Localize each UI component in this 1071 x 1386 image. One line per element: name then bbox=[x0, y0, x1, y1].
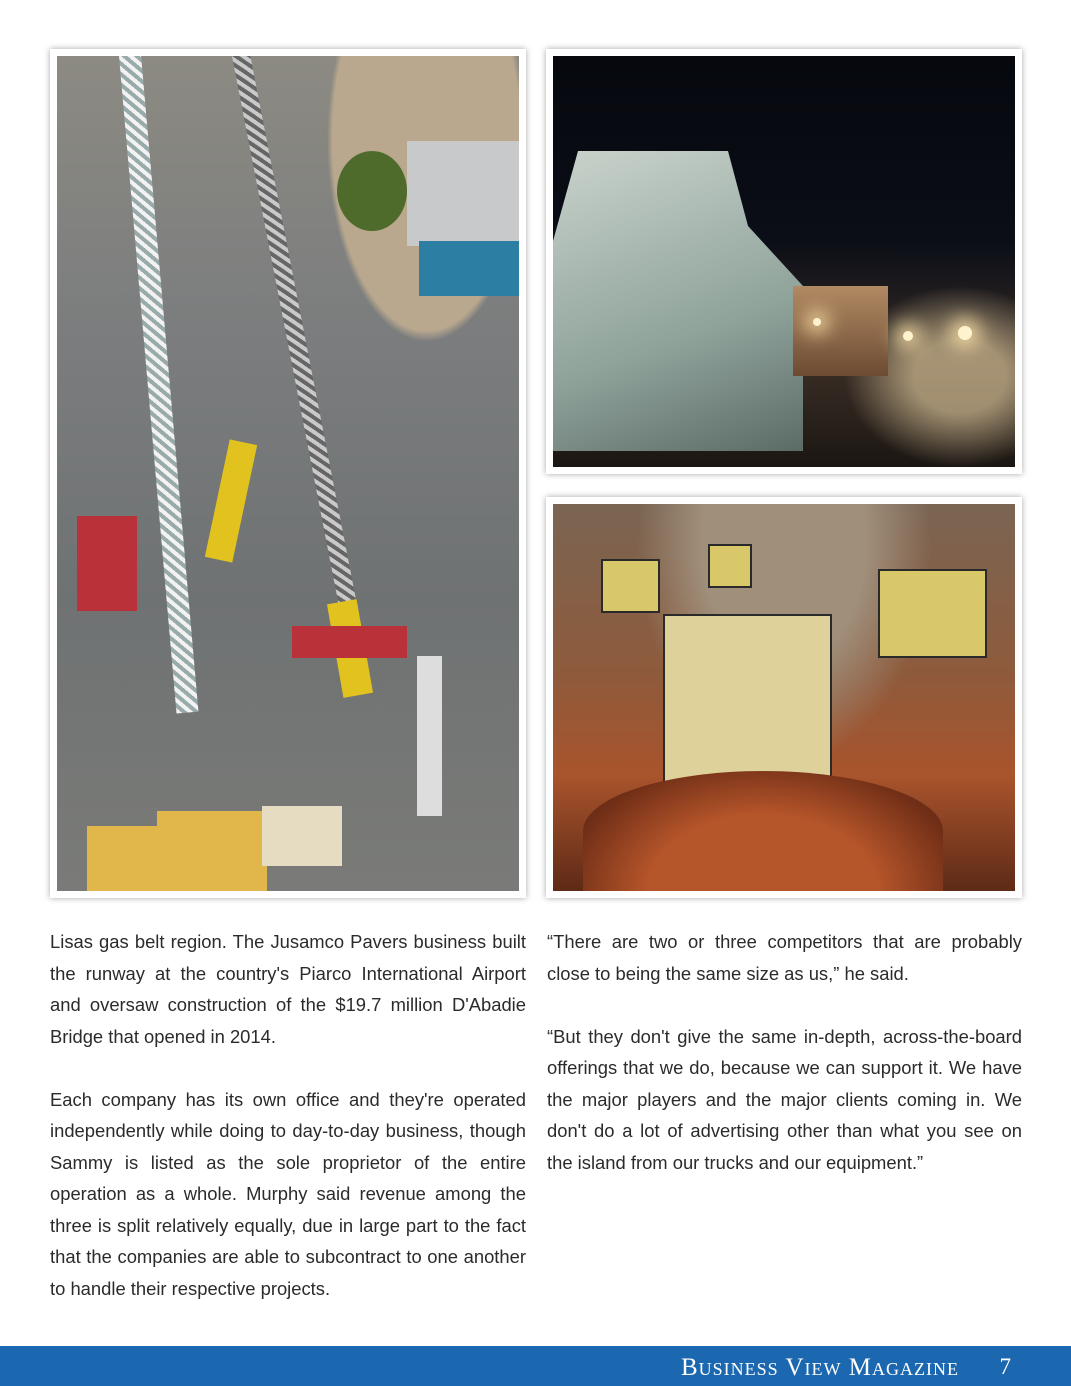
paragraph: “But they don't give the same in-depth, across-the-board offerings that we do, because we can support it. We have the major players and the major clients coming in. We don't do a lot of advertising other than what you see on the island from our trucks and our equipment.” bbox=[547, 1025, 1022, 1173]
crane-yard-image bbox=[57, 56, 519, 891]
paragraph: Each company has its own office and they're operated independently while doing to day-to-day business, though Sammy is listed as the sole proprietor of the entire operation as a whole. Murphy said revenue among the three is split relatively equally, due in large part to the fact that the companies are able to subcontract to one another to handle their respective projects. bbox=[50, 1088, 526, 1299]
magazine-name: Business View Magazine bbox=[681, 1354, 959, 1381]
page-number: 7 bbox=[999, 1354, 1011, 1379]
paragraph: “There are two or three competitors that are probably close to being the same size as us,” he said. bbox=[547, 931, 1022, 984]
paragraph: Lisas gas belt region. The Jusamco Pavers business built the runway at the country's Piarco International Airport and oversaw construction of the $19.7 million D'Abadie Bridge that opened in 2014. bbox=[50, 931, 526, 1047]
photo-night-paving bbox=[546, 49, 1022, 474]
footer-bar bbox=[0, 1346, 1071, 1386]
bulldozers-image bbox=[553, 504, 1015, 891]
article-column-right bbox=[547, 926, 1022, 1210]
photo-crane-yard bbox=[50, 49, 526, 898]
article-column-left bbox=[50, 926, 526, 1336]
night-paving-image bbox=[553, 56, 1015, 467]
photo-bulldozers bbox=[546, 497, 1022, 898]
